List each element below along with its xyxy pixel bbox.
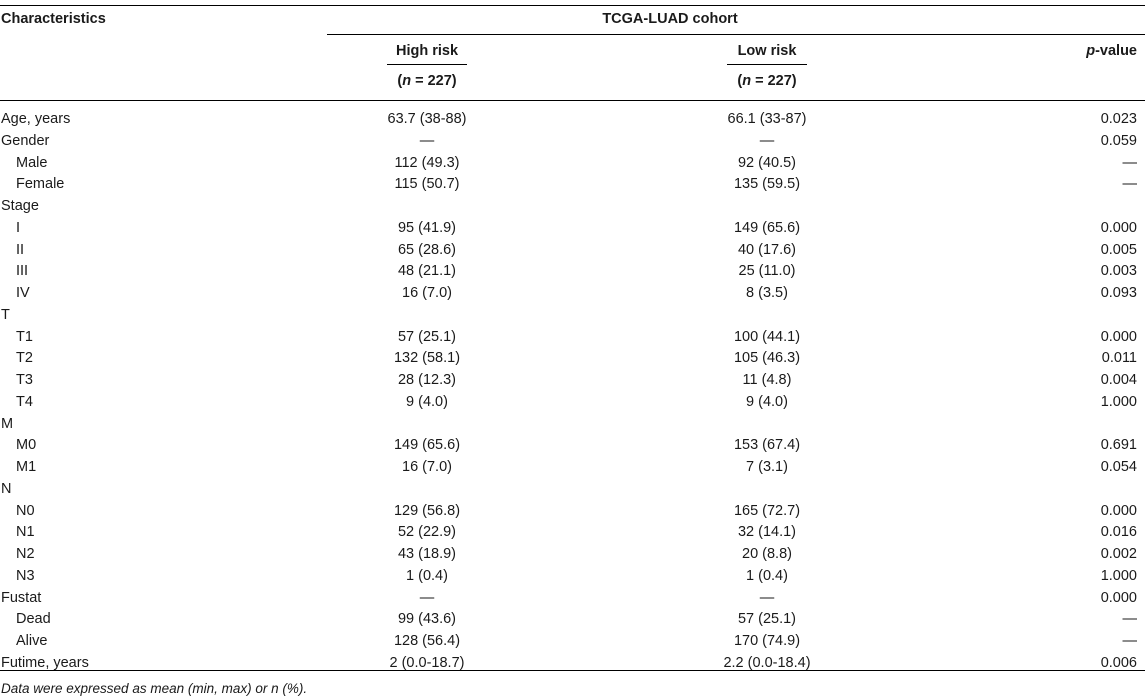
row-label: N0	[16, 502, 35, 519]
table-row	[0, 349, 1145, 371]
cell-low-risk: 11 (4.8)	[742, 372, 792, 388]
cell-high-risk: 95 (41.9)	[397, 219, 457, 236]
cell-low-risk: 100 (44.1)	[733, 328, 801, 345]
cell-high-risk: 149 (65.6)	[393, 437, 461, 454]
cell-low-risk: 20 (8.8)	[742, 546, 792, 562]
cell-high-risk: 129 (56.8)	[393, 502, 461, 519]
cell-high-risk: 115 (50.7)	[394, 176, 460, 193]
table-row	[0, 610, 1145, 632]
header-characteristics: Characteristics	[1, 11, 106, 27]
cell-p-value: 0.004	[1100, 372, 1137, 388]
row-label: N2	[16, 546, 35, 562]
cell-high-risk: 63.7 (38-88)	[387, 111, 467, 127]
cell-p-value: 0.003	[1100, 263, 1137, 280]
cell-high-risk: —	[419, 132, 435, 149]
cell-p-value: —	[1122, 176, 1137, 193]
cell-p-value: 0.016	[1100, 524, 1137, 541]
cell-low-risk: 57 (25.1)	[737, 611, 797, 628]
table-row	[0, 632, 1145, 654]
row-label: Female	[16, 176, 65, 193]
cell-low-risk: 153 (67.4)	[733, 437, 801, 454]
table-row	[0, 415, 1145, 437]
cell-p-value: 1.000	[1100, 393, 1137, 410]
table-row	[0, 545, 1145, 567]
header-high-risk: High risk	[395, 43, 459, 59]
cell-low-risk: 9 (4.0)	[746, 393, 788, 410]
cell-high-risk: 112 (49.3)	[394, 154, 460, 171]
cell-p-value: 0.011	[1101, 350, 1137, 367]
cell-p-value: —	[1122, 633, 1137, 649]
cell-low-risk: —	[759, 132, 775, 149]
row-label: Stage	[1, 198, 39, 214]
low-risk-rule	[727, 64, 807, 65]
row-label: M1	[16, 459, 37, 475]
cohort-rule	[327, 34, 1145, 35]
cell-p-value: 0.000	[1100, 589, 1137, 606]
bottom-rule	[0, 670, 1145, 671]
cell-high-risk: 2 (0.0-18.7)	[389, 654, 465, 671]
table-row	[0, 393, 1145, 415]
header-low-risk: Low risk	[737, 43, 797, 59]
cell-p-value: 0.691	[1100, 437, 1137, 454]
cell-p-value: 0.002	[1100, 546, 1137, 562]
table-row	[0, 262, 1145, 284]
cell-high-risk: 57 (25.1)	[397, 328, 457, 345]
header-p-value: p-value	[1086, 43, 1137, 59]
cell-low-risk: 8 (3.5)	[746, 285, 788, 301]
cell-p-value: 0.059	[1100, 132, 1137, 149]
cell-p-value: 0.000	[1100, 502, 1137, 519]
row-label: N1	[16, 524, 35, 541]
table-row	[0, 523, 1145, 545]
row-label: Alive	[16, 633, 48, 649]
cell-high-risk: 128 (56.4)	[393, 633, 461, 649]
cell-low-risk: 40 (17.6)	[737, 241, 797, 258]
cell-high-risk: 16 (7.0)	[402, 459, 452, 475]
table-row	[0, 371, 1145, 393]
row-label: Futime, years	[1, 654, 89, 671]
row-label: IV	[16, 285, 30, 301]
table-row	[0, 175, 1145, 197]
row-label: T4	[16, 393, 33, 410]
cell-p-value: 0.006	[1100, 654, 1137, 671]
high-risk-rule	[387, 64, 467, 65]
cell-high-risk: 132 (58.1)	[393, 350, 461, 367]
row-label: II	[16, 241, 25, 258]
table-row	[0, 219, 1145, 241]
table-row	[0, 197, 1145, 219]
cell-low-risk: 2.2 (0.0-18.4)	[723, 654, 811, 671]
top-rule	[0, 5, 1145, 6]
cell-p-value: 0.005	[1100, 241, 1137, 258]
cell-low-risk: 105 (46.3)	[733, 350, 801, 367]
row-label: Dead	[16, 611, 51, 628]
cell-p-value: 0.023	[1100, 111, 1137, 127]
cell-low-risk: 149 (65.6)	[733, 219, 801, 236]
cell-high-risk: 48 (21.1)	[397, 263, 457, 280]
cell-high-risk: 28 (12.3)	[397, 372, 457, 388]
table-row	[0, 284, 1145, 306]
row-label: N	[1, 480, 12, 497]
table-row	[0, 306, 1145, 328]
table-row	[0, 110, 1145, 132]
cell-p-value: 0.054	[1100, 459, 1137, 475]
header-high-n: (n = 227)	[397, 73, 457, 89]
table-row	[0, 654, 1145, 676]
cell-high-risk: 52 (22.9)	[397, 524, 457, 541]
cell-high-risk: 1 (0.4)	[406, 567, 448, 584]
cell-low-risk: 165 (72.7)	[733, 502, 801, 519]
footnote: Data were expressed as mean (min, max) or n (%).	[1, 681, 308, 696]
cell-low-risk: 1 (0.4)	[746, 567, 788, 584]
cell-low-risk: 66.1 (33-87)	[727, 111, 807, 127]
table-body	[0, 110, 1145, 670]
header-bottom-rule	[0, 100, 1145, 101]
header-low-n: (n = 227)	[737, 73, 797, 89]
cell-high-risk: 43 (18.9)	[397, 546, 457, 562]
row-label: T	[1, 306, 10, 323]
cell-low-risk: 7 (3.1)	[746, 459, 788, 475]
cell-low-risk: 32 (14.1)	[737, 524, 797, 541]
row-label: Male	[16, 154, 48, 171]
table-row	[0, 328, 1145, 350]
row-label: III	[16, 263, 29, 280]
row-label: T2	[16, 350, 33, 367]
row-label: M	[1, 415, 14, 432]
cell-low-risk: 170 (74.9)	[733, 633, 801, 649]
cell-p-value: 0.093	[1100, 285, 1137, 301]
cell-high-risk: 99 (43.6)	[397, 611, 457, 628]
table-row	[0, 241, 1145, 263]
cell-low-risk: 92 (40.5)	[737, 154, 797, 171]
row-label: T1	[16, 328, 33, 345]
table-row	[0, 154, 1145, 176]
cell-p-value: 0.000	[1100, 219, 1137, 236]
row-label: Age, years	[1, 111, 71, 127]
row-label: Gender	[1, 132, 50, 149]
cell-p-value: —	[1122, 154, 1137, 171]
row-label: N3	[16, 567, 35, 584]
table-row	[0, 480, 1145, 502]
row-label: T3	[16, 372, 33, 388]
table-row	[0, 502, 1145, 524]
row-label: M0	[16, 437, 37, 454]
header-cohort: TCGA-LUAD cohort	[602, 11, 738, 27]
cell-high-risk: 65 (28.6)	[397, 241, 457, 258]
cell-low-risk: —	[759, 589, 775, 606]
cell-high-risk: —	[419, 589, 435, 606]
table-row	[0, 132, 1145, 154]
cell-high-risk: 9 (4.0)	[406, 393, 448, 410]
table-row	[0, 458, 1145, 480]
table-row	[0, 589, 1145, 611]
row-label: Fustat	[1, 589, 42, 606]
cell-low-risk: 135 (59.5)	[733, 176, 801, 193]
table-row	[0, 436, 1145, 458]
cell-high-risk: 16 (7.0)	[402, 285, 452, 301]
table-row	[0, 567, 1145, 589]
row-label: I	[16, 219, 21, 236]
cell-p-value: —	[1122, 611, 1137, 628]
cell-p-value: 1.000	[1100, 567, 1137, 584]
cell-low-risk: 25 (11.0)	[738, 263, 796, 280]
cell-p-value: 0.000	[1100, 328, 1137, 345]
